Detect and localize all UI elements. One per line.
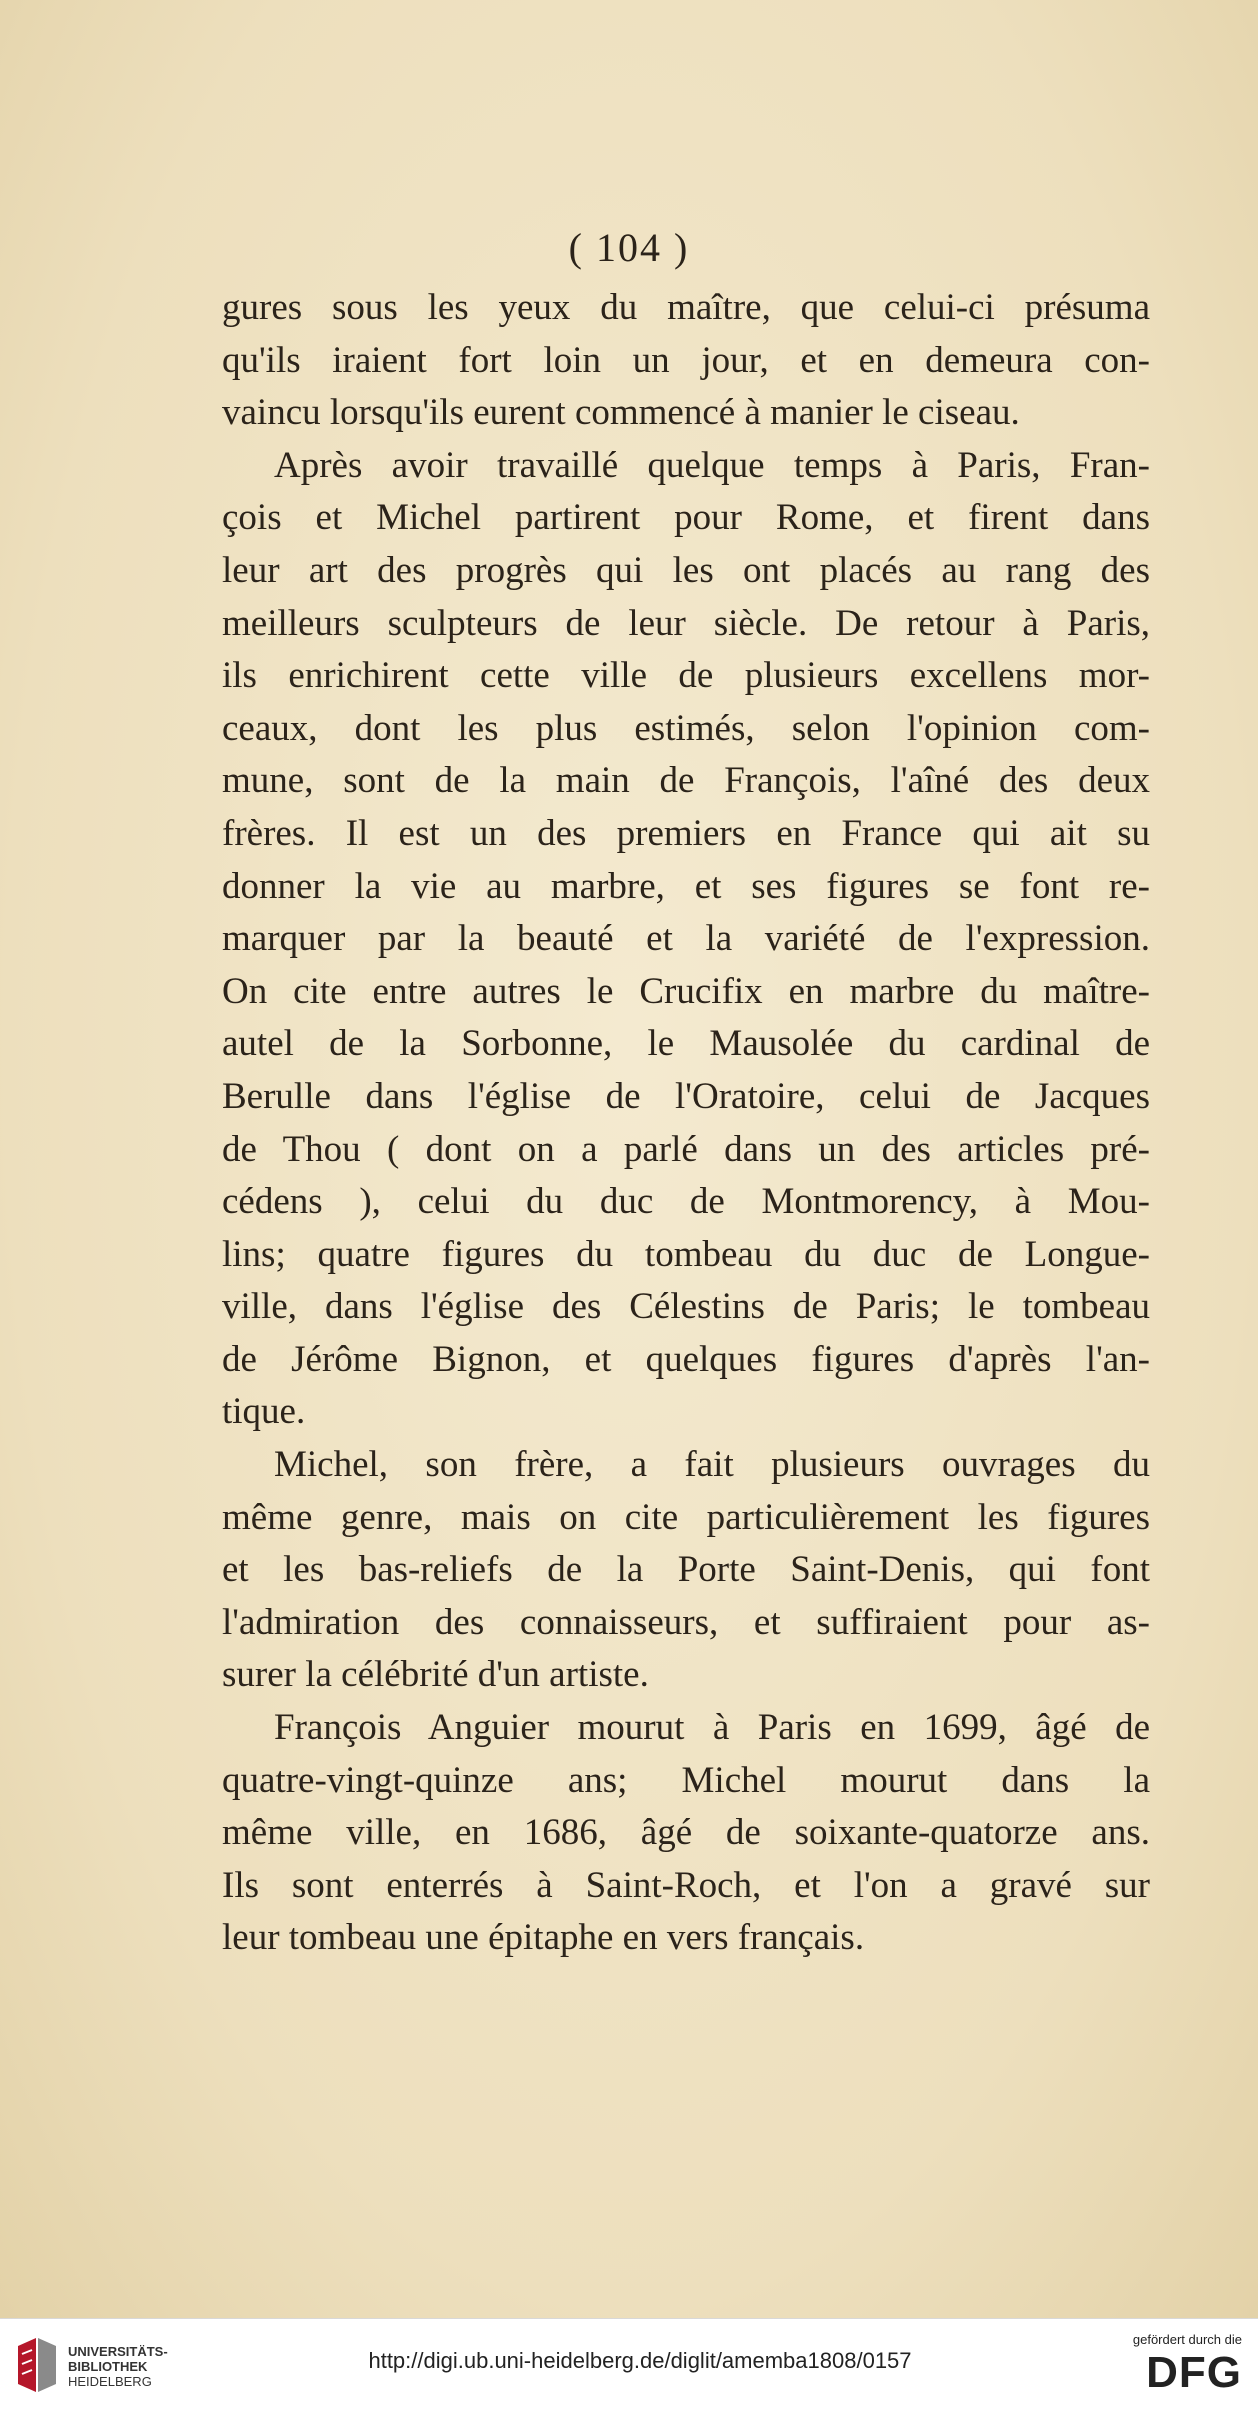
university-library-logo-icon	[14, 2336, 60, 2394]
library-name-line: UNIVERSITÄTS-	[68, 2344, 168, 2359]
text-line: frères. Il est un des premiers en France qui ait su	[222, 812, 1150, 854]
text-line: çois et Michel partirent pour Rome, et firent dans	[222, 497, 1150, 539]
text-line: donner la vie au marbre, et ses figures se font re-	[222, 865, 1150, 907]
text-line: leur tombeau une épitaphe en vers français.	[222, 1917, 865, 1959]
text-line: François Anguier mourut à Paris en 1699, âgé de	[274, 1707, 1150, 1749]
body-text	[222, 282, 1150, 1965]
permalink-url[interactable]: http://digi.ub.uni-heidelberg.de/diglit/amemba1808/0157	[368, 2348, 912, 2373]
text-line: même ville, en 1686, âgé de soixante-quatorze ans.	[222, 1812, 1150, 1854]
text-line: mune, sont de la main de François, l'aîné des deux	[222, 760, 1150, 802]
text-line: quatre-vingt-quinze ans; Michel mourut dans la	[222, 1759, 1150, 1801]
text-line: vaincu lorsqu'ils eurent commencé à manier le ciseau.	[222, 392, 1020, 434]
library-name-line: HEIDELBERG	[68, 2374, 152, 2389]
text-line: surer la célébrité d'un artiste.	[222, 1654, 649, 1696]
funder-caption: gefördert durch die	[1132, 2332, 1242, 2347]
text-line: On cite entre autres le Crucifix en marbre du maître-	[222, 970, 1150, 1012]
text-line: ceaux, dont les plus estimés, selon l'opinion com-	[222, 707, 1150, 749]
text-line: qu'ils iraient fort loin un jour, et en demeura con-	[222, 339, 1150, 381]
text-line: ils enrichirent cette ville de plusieurs excellens mor-	[222, 655, 1150, 697]
text-line: Michel, son frère, a fait plusieurs ouvrages du	[274, 1444, 1150, 1486]
text-line: et les bas-reliefs de la Porte Saint-Denis, qui font	[222, 1549, 1150, 1591]
text-line: l'admiration des connaisseurs, et suffiraient pour as-	[222, 1601, 1150, 1643]
text-line: de Thou ( dont on a parlé dans un des articles pré-	[222, 1128, 1150, 1170]
text-line: Après avoir travaillé quelque temps à Paris, Fran-	[274, 444, 1150, 486]
text-line: tique.	[222, 1391, 306, 1433]
library-name-line: BIBLIOTHEK	[68, 2359, 148, 2374]
text-line: autel de la Sorbonne, le Mausolée du cardinal de	[222, 1023, 1150, 1065]
text-line: marquer par la beauté et la variété de l'expression.	[222, 918, 1150, 960]
funder	[1080, 2332, 1250, 2397]
text-line: ville, dans l'église des Célestins de Paris; le tombeau	[222, 1286, 1150, 1328]
text-line: gures sous les yeux du maître, que celui-ci présuma	[222, 287, 1150, 328]
text-line: même genre, mais on cite particulièrement les figures	[222, 1496, 1150, 1538]
text-line: lins; quatre figures du tombeau du duc de Longue-	[222, 1233, 1150, 1275]
text-line: cédens ), celui du duc de Montmorency, à Mou-	[222, 1181, 1150, 1223]
text-line: leur art des progrès qui les ont placés au rang des	[222, 549, 1150, 591]
text-line: meilleurs sculpteurs de leur siècle. De retour à Paris,	[222, 602, 1150, 644]
text-line: de Jérôme Bignon, et quelques figures d'après l'an-	[222, 1338, 1150, 1380]
library-name	[68, 2344, 208, 2389]
dfg-logo: DFG	[1146, 2348, 1242, 2397]
text-line: Ils sont enterrés à Saint-Roch, et l'on a gravé sur	[222, 1864, 1150, 1906]
page-number: ( 104 )	[568, 225, 690, 270]
text-line: Berulle dans l'église de l'Oratoire, celui de Jacques	[222, 1075, 1150, 1117]
